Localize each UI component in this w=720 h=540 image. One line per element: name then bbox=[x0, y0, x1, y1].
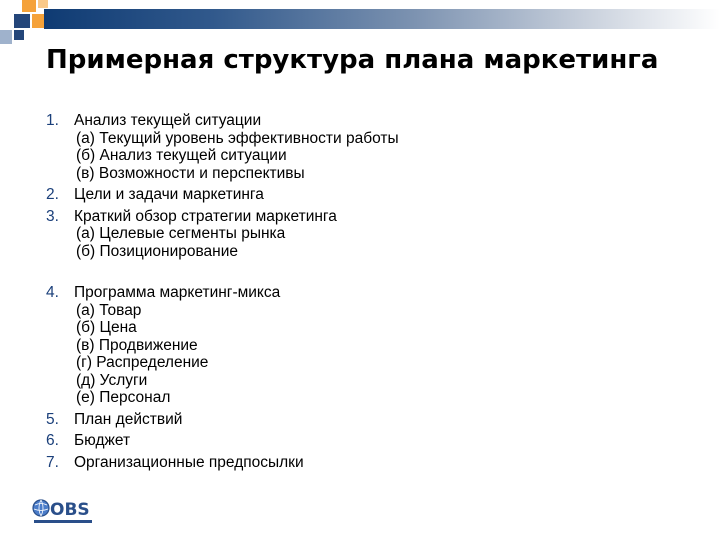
corner-square bbox=[22, 0, 36, 12]
list-item-title: План действий bbox=[74, 410, 183, 428]
list-subitem: (г) Распределение bbox=[76, 354, 209, 371]
logo-text: OBS bbox=[50, 500, 90, 520]
list-item-number: 5. bbox=[46, 410, 59, 428]
corner-square bbox=[0, 30, 12, 44]
logo-tagline-bar bbox=[34, 520, 92, 523]
list-item-number: 1. bbox=[46, 112, 59, 129]
list-subitem: (б) Цена bbox=[76, 319, 137, 336]
list-subitem: (а) Целевые сегменты рынка bbox=[76, 225, 286, 242]
list-item bbox=[46, 411, 686, 429]
list-subitem: (б) Позиционирование bbox=[76, 242, 238, 260]
corner-square bbox=[38, 0, 48, 8]
list-item-number: 4. bbox=[46, 284, 59, 301]
list-subitem: (в) Продвижение bbox=[76, 336, 198, 354]
list-item bbox=[46, 284, 686, 407]
corner-square bbox=[14, 14, 30, 28]
list-item-number: 6. bbox=[46, 432, 59, 449]
list-item-title: Цели и задачи маркетинга bbox=[74, 186, 264, 203]
list-item-number: 3. bbox=[46, 207, 59, 225]
list-item bbox=[46, 454, 686, 472]
list-item-title: Анализ текущей ситуации bbox=[74, 112, 262, 129]
list-subitem: (д) Услуги bbox=[76, 371, 148, 389]
list-item-number: 7. bbox=[46, 453, 59, 471]
plan-structure-list bbox=[46, 112, 686, 475]
list-subitem: (е) Персонал bbox=[76, 389, 171, 406]
list-item-number: 2. bbox=[46, 186, 59, 203]
list-item-title: Программа маркетинг-микса bbox=[74, 284, 281, 301]
list-subitem: (а) Товар bbox=[76, 301, 142, 319]
corner-square bbox=[14, 30, 24, 40]
corner-decoration bbox=[0, 0, 50, 50]
list-item bbox=[46, 186, 686, 204]
list-subitem: (б) Анализ текущей ситуации bbox=[76, 147, 287, 164]
list-item-title: Краткий обзор стратегии маркетинга bbox=[74, 207, 337, 225]
obs-logo bbox=[32, 496, 96, 528]
list-subitem: (в) Возможности и перспективы bbox=[76, 164, 305, 182]
list-item-title: Бюджет bbox=[74, 432, 131, 449]
list-item bbox=[46, 432, 686, 450]
list-item-title: Организационные предпосылки bbox=[74, 453, 304, 471]
header-gradient-band bbox=[44, 9, 720, 29]
corner-square bbox=[32, 14, 44, 28]
list-item bbox=[46, 208, 686, 261]
slide-title: Примерная структура плана маркетинга bbox=[46, 45, 659, 75]
list-subitem: (а) Текущий уровень эффективности работы bbox=[76, 129, 399, 147]
list-item bbox=[46, 112, 686, 182]
